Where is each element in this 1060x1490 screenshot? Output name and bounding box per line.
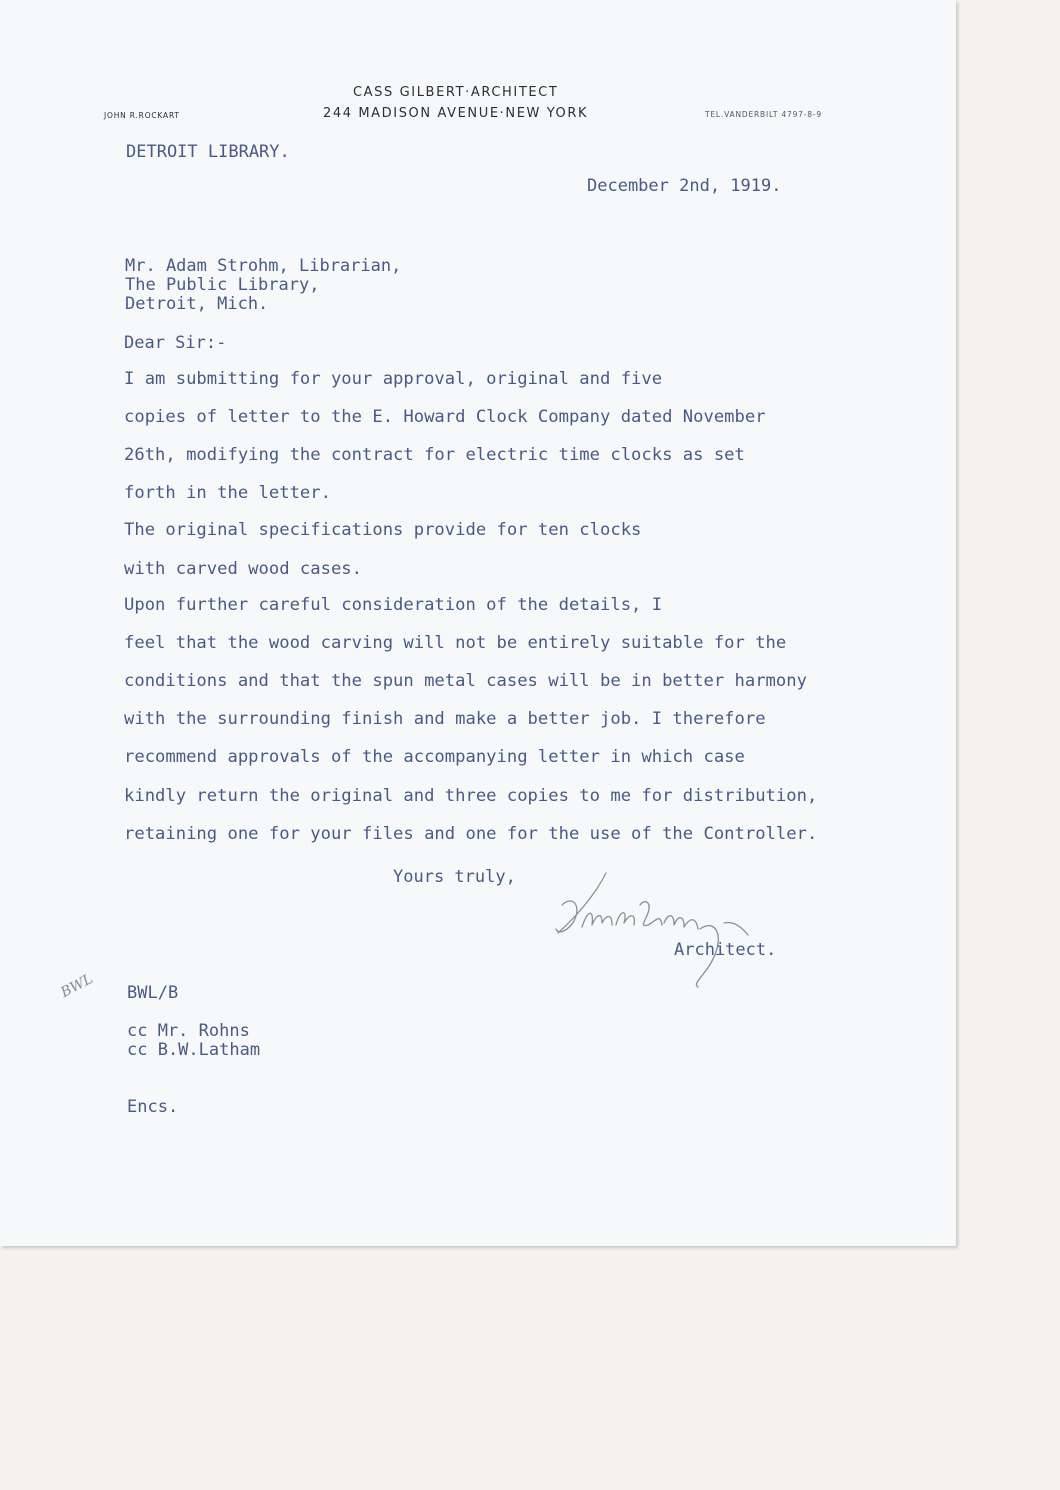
body-line: The original specifications provide for ten clocks — [124, 520, 642, 540]
project-heading: DETROIT LIBRARY. — [126, 142, 290, 162]
pencil-annotation: BWL — [58, 970, 96, 1002]
letter-date: December 2nd, 1919. — [587, 176, 782, 196]
body-line: 26th, modifying the contract for electric time clocks as set — [124, 445, 745, 465]
recipient-line: The Public Library, — [125, 275, 320, 295]
cc-line: cc B.W.Latham — [127, 1040, 261, 1060]
body-line: recommend approvals of the accompanying letter in which case — [124, 747, 745, 767]
body-line: retaining one for your files and one for the use of the Controller. — [124, 824, 818, 844]
handwritten-signature — [548, 865, 768, 990]
body-line: feel that the wood carving will not be entirely suitable for the — [124, 633, 787, 653]
cc-line: cc Mr. Rohns — [127, 1021, 250, 1041]
body-line: Upon further careful consideration of the details, I — [124, 595, 663, 615]
letterhead-firm-name: CASS GILBERT·ARCHITECT — [353, 85, 559, 100]
body-line: with the surrounding finish and make a better job. I therefore — [124, 709, 766, 729]
recipient-line: Mr. Adam Strohm, Librarian, — [125, 256, 402, 276]
letterhead-address: 244 MADISON AVENUE·NEW YORK — [323, 106, 589, 121]
body-line: I am submitting for your approval, original and five — [124, 369, 663, 389]
body-line: copies of letter to the E. Howard Clock Company dated November — [124, 407, 766, 427]
reference-initials: BWL/B — [127, 983, 179, 1003]
closing: Yours truly, — [393, 867, 516, 887]
body-line: forth in the letter. — [124, 483, 331, 503]
letterhead-telephone: TEL.VANDERBILT 4797-8-9 — [705, 110, 822, 119]
signature-title: Architect. — [674, 940, 777, 960]
body-line: conditions and that the spun metal cases will be in better harmony — [124, 671, 807, 691]
body-line: kindly return the original and three copies to me for distribution, — [124, 786, 818, 806]
enclosure-note: Encs. — [127, 1097, 179, 1117]
body-line: with carved wood cases. — [124, 559, 362, 579]
letterhead-associate: JOHN R.ROCKART — [104, 111, 180, 120]
salutation: Dear Sir:- — [124, 333, 227, 353]
recipient-line: Detroit, Mich. — [125, 294, 269, 314]
